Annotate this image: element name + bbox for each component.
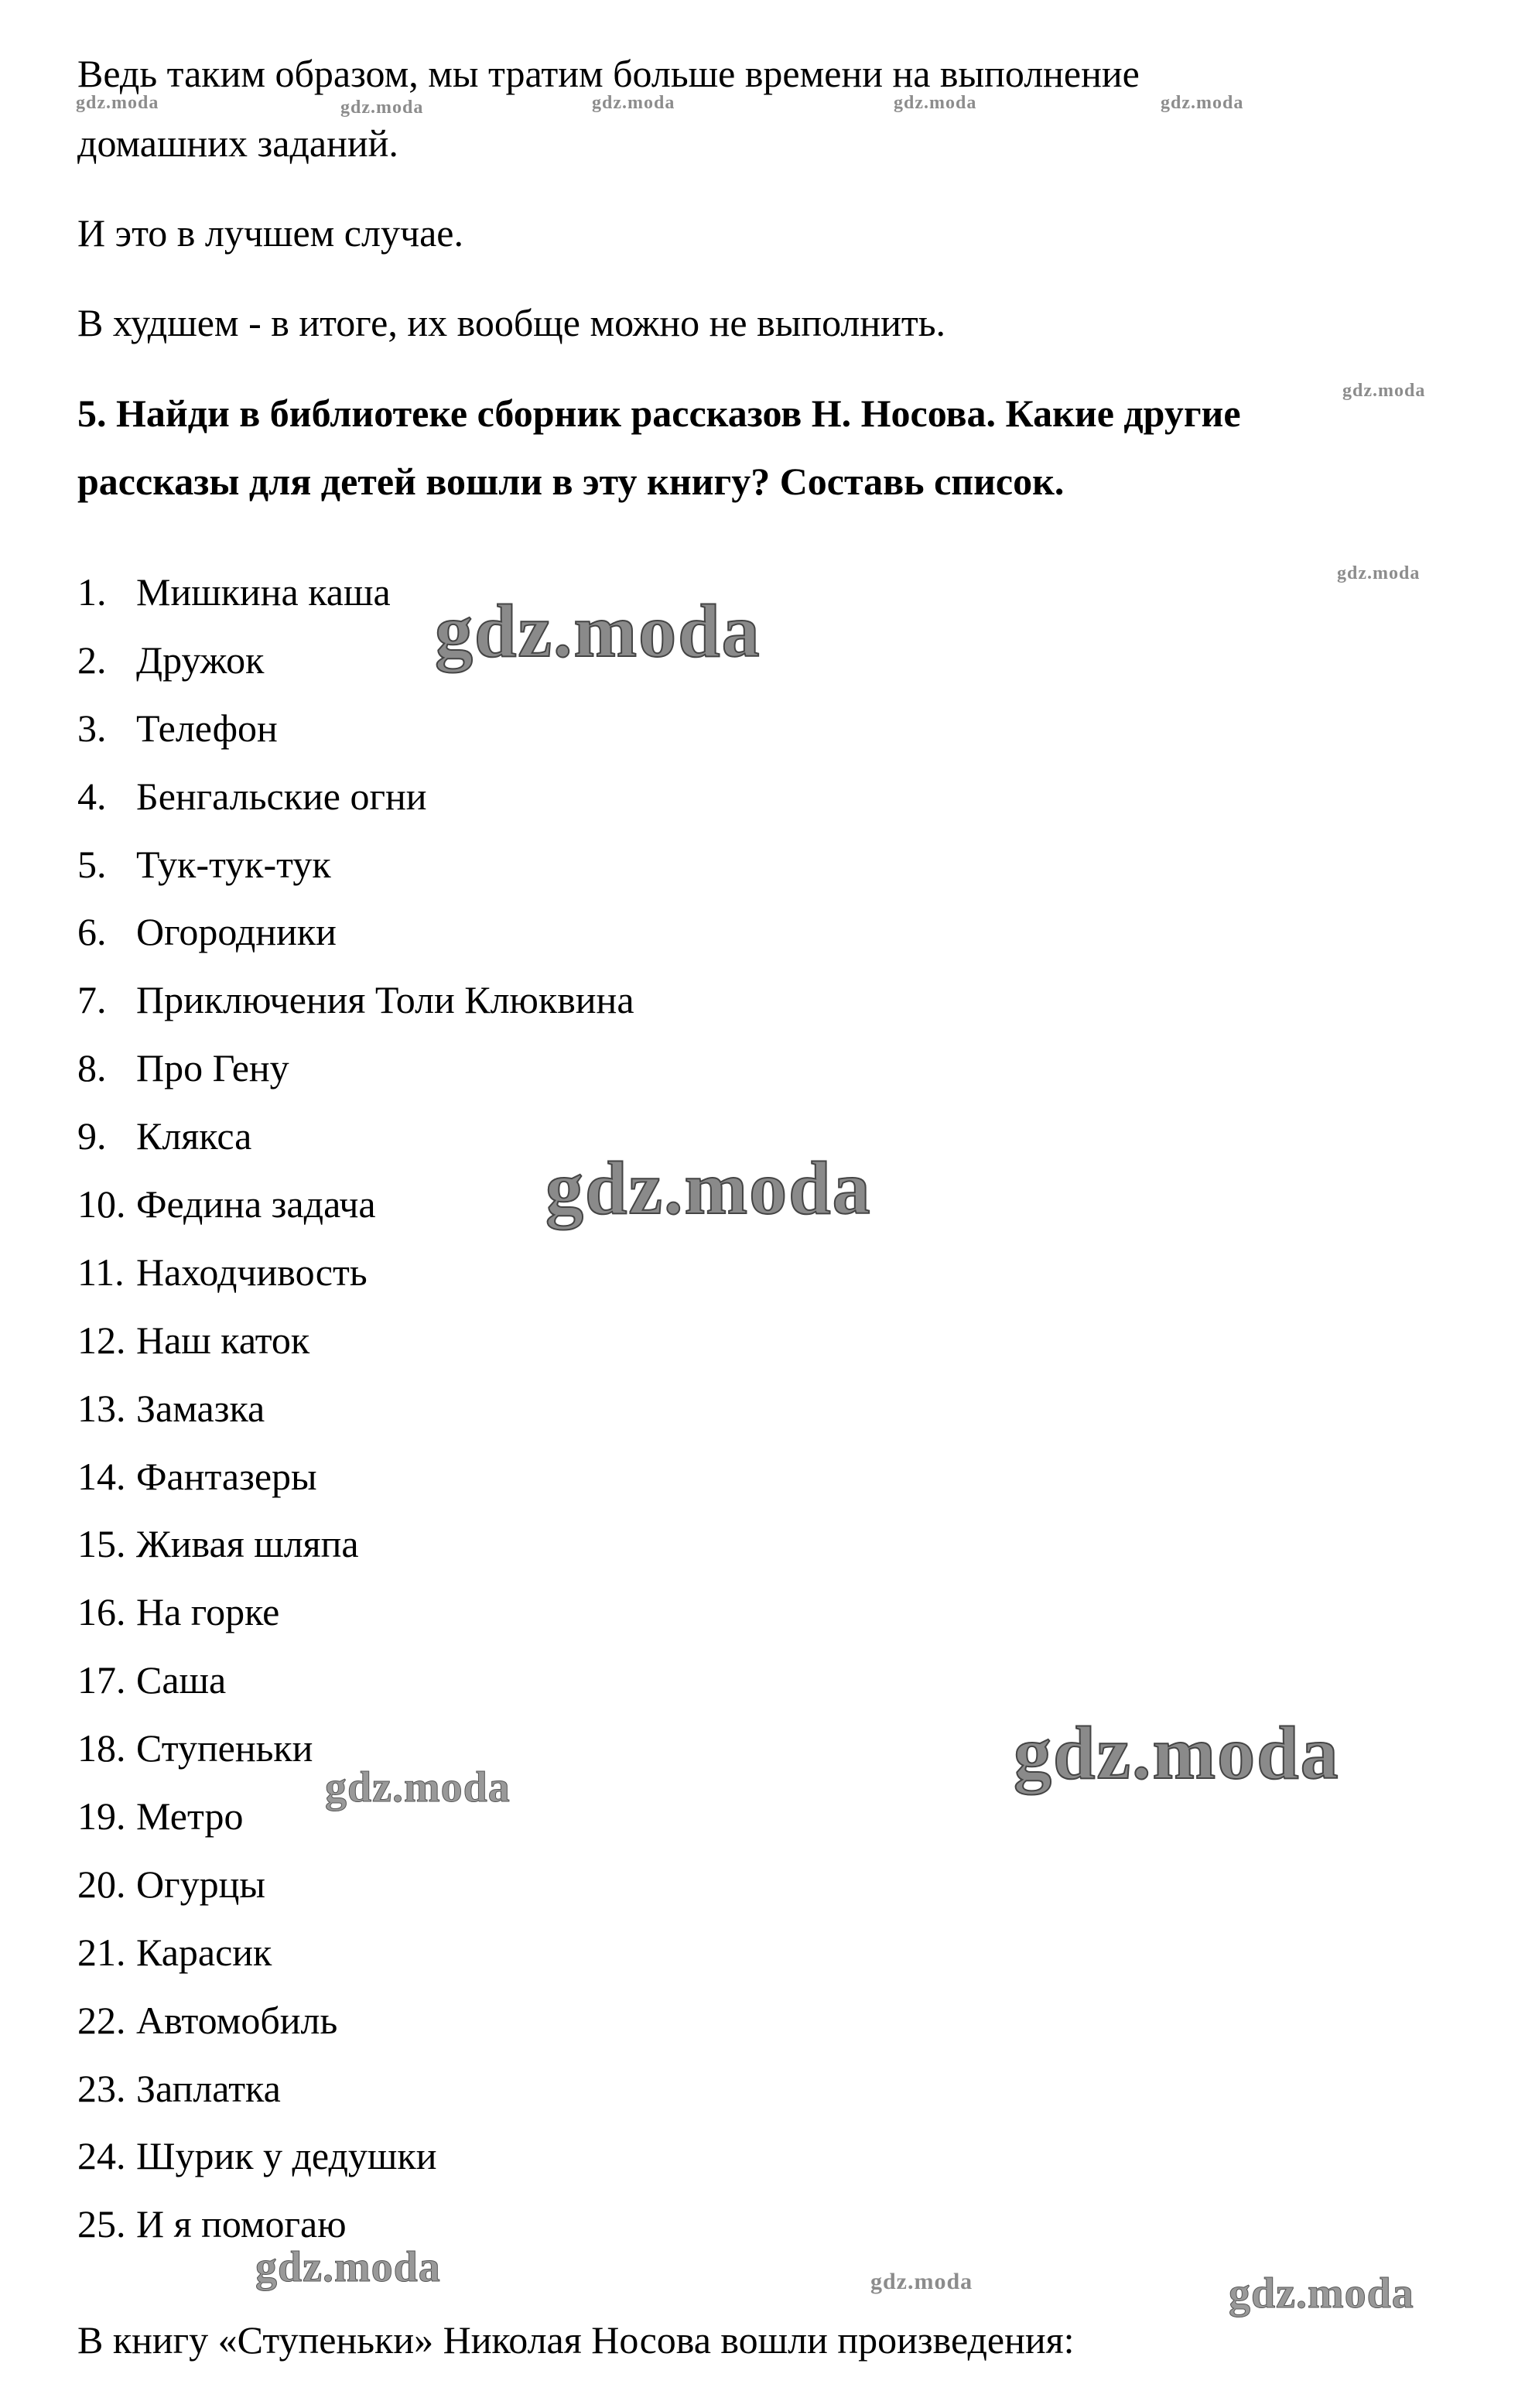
list-item-title: Замазка [136,1386,265,1430]
list-item-number: 6. [77,910,107,954]
list-item-title: Шурик у дедушки [136,2134,437,2178]
story-list [77,559,634,2259]
list-item [77,2122,634,2191]
list-item [77,1987,634,2055]
list-item-number: 25. [77,2202,126,2246]
list-item-title: Карасик [136,1930,272,1974]
watermark: gdz.moda [1161,93,1244,113]
list-item [77,1443,634,1511]
task-5-heading-line-2: рассказы для детей вошли в эту книгу? Составь список. [77,460,1065,503]
list-item-title: Живая шляпа [136,1522,359,1566]
list-item-title: Метро [136,1794,244,1838]
list-item-title: Приключения Толи Клюквина [136,978,634,1022]
watermark: gdz.moda [325,1763,511,1811]
list-item-number: 13. [77,1386,126,1430]
list-item [77,966,634,1035]
watermark: gdz.moda [1229,2269,1414,2317]
intro-line-2: домашних заданий. [77,121,398,165]
watermark: gdz.moda [870,2269,973,2294]
watermark: gdz.moda [340,97,424,118]
list-item-number: 3. [77,706,107,750]
watermark: gdz.moda [545,1147,872,1230]
watermark: gdz.moda [894,93,977,113]
list-item [77,1579,634,1647]
list-item-title: Мишкина каша [136,570,391,614]
list-item-title: Огородники [136,910,337,954]
watermark: gdz.moda [255,2243,441,2291]
list-item-title: Ступеньки [136,1726,313,1770]
list-item-number: 9. [77,1114,107,1158]
list-item-number: 24. [77,2134,126,2178]
list-item-number: 5. [77,842,107,886]
watermark: gdz.moda [1337,563,1421,583]
list-item-title: Телефон [136,706,278,750]
list-item-number: 21. [77,1930,126,1974]
list-item-title: Заплатка [136,2066,281,2110]
list-item [77,1647,634,1715]
list-item-number: 10. [77,1182,126,1226]
list-item [77,2055,634,2123]
list-item-title: На горке [136,1590,280,1634]
list-item-title: Клякса [136,1114,252,1158]
task-5-heading-line-1: 5. Найди в библиотеке сборник рассказов Н. Носова. Какие другие [77,392,1241,435]
list-item [77,1239,634,1307]
list-item-number: 14. [77,1454,126,1498]
closing-line: В книгу «Ступеньки» Николая Носова вошли произведения: [77,2318,1075,2362]
list-item-title: Находчивость [136,1250,368,1294]
list-item-number: 12. [77,1318,126,1362]
list-item-number: 22. [77,1998,126,2042]
list-item-title: И я помогаю [136,2202,347,2246]
list-item [77,1510,634,1579]
list-item-number: 15. [77,1522,126,1566]
list-item-number: 8. [77,1046,107,1090]
watermark: gdz.moda [1342,381,1426,401]
list-item-title: Тук-тук-тук [136,842,331,886]
list-item-number: 23. [77,2066,126,2110]
list-item [77,1919,634,1987]
list-item [77,1851,634,1919]
list-item-title: Федина задача [136,1182,376,1226]
list-item-title: Наш каток [136,1318,310,1362]
watermark: gdz.moda [435,590,761,673]
list-item-number: 4. [77,774,107,818]
list-item-title: Бенгальские огни [136,774,427,818]
intro-line-4: В худшем - в итоге, их вообще можно не выполнить. [77,301,946,344]
intro-line-3: И это в лучшем случае. [77,211,463,255]
list-item-title: Фантазеры [136,1454,317,1498]
list-item-number: 11. [77,1250,125,1294]
list-item-title: Про Гену [136,1046,289,1090]
list-item [77,831,634,899]
list-item [77,898,634,966]
watermark: gdz.moda [1014,1712,1340,1795]
watermark: gdz.moda [76,93,159,113]
list-item [77,1035,634,1103]
list-item [77,763,634,831]
list-item [77,1307,634,1375]
list-item-number: 16. [77,1590,126,1634]
list-item-title: Автомобиль [136,1998,338,2042]
list-item-number: 20. [77,1862,126,1906]
list-item-number: 17. [77,1658,126,1702]
list-item-title: Саша [136,1658,227,1702]
list-item-title: Огурцы [136,1862,265,1906]
list-item-number: 1. [77,570,107,614]
list-item [77,695,634,763]
list-item-number: 7. [77,978,107,1022]
list-item [77,1375,634,1443]
watermark: gdz.moda [592,93,675,113]
intro-line-1: Ведь таким образом, мы тратим больше времени на выполнение [77,52,1140,95]
list-item-number: 19. [77,1794,126,1838]
list-item-number: 2. [77,638,107,682]
list-item-number: 18. [77,1726,126,1770]
list-item-title: Дружок [136,638,265,682]
